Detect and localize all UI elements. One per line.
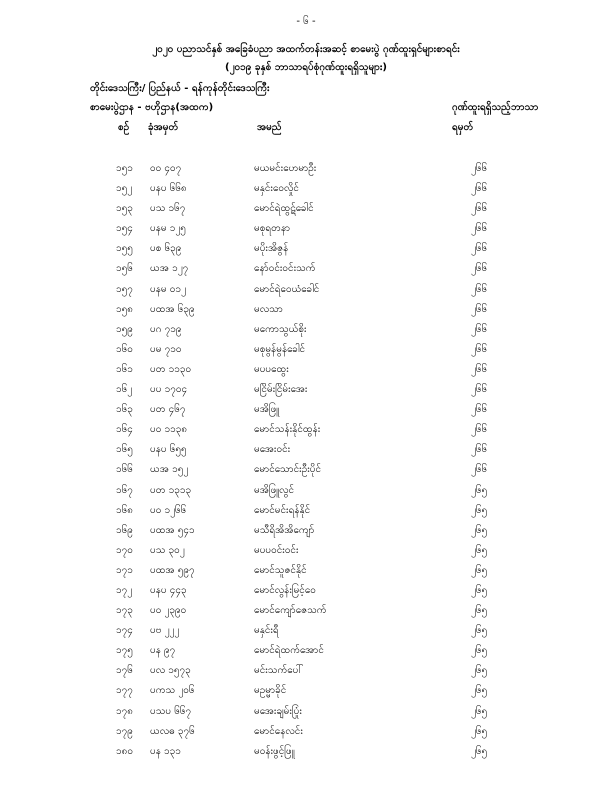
score-value: ၂၆၆ — [471, 464, 488, 476]
table-row — [0, 282, 612, 302]
student-name: မစုရတနာ — [254, 223, 291, 235]
score-value: ၂၆၆ — [471, 424, 488, 436]
score-value: ၂၆၅ — [471, 665, 488, 677]
row-number: ၁၇၉ — [116, 725, 133, 737]
table-row — [0, 483, 612, 503]
row-number: ၁၆၄ — [116, 424, 133, 436]
table-row — [0, 683, 612, 703]
row-number: ၁၇၆ — [116, 665, 133, 677]
roll-number: ယအ ၁၂၇ — [150, 263, 189, 275]
student-name: မဥမ္မာခိုင် — [254, 685, 287, 697]
student-name: မပပဝင်းဝင်း — [254, 544, 299, 556]
table-row — [0, 342, 612, 362]
results-table — [0, 161, 612, 764]
roll-number: ပနမ ၀၁၂ — [150, 283, 186, 295]
document-subtitle: (၂၀၁၉ ခုနှစ် ဘာသာရပ်စုံဂုဏ်ထူးရရှိသူများ) — [225, 62, 387, 73]
exam-center-label: စာမေးပွဲဌာန - ဗဟိုဌာန(အထက) — [90, 102, 214, 113]
score-value: ၂၆၅ — [471, 705, 488, 717]
roll-number: ပနပ ၄၄၃ — [150, 584, 187, 596]
score-value: ၂၆၆ — [471, 343, 488, 355]
roll-number: ပထအ ၅၉၇ — [150, 564, 195, 576]
student-name: မအေးဝင်း — [254, 444, 291, 456]
roll-number: ပဗ ၂၂၂ — [150, 625, 180, 637]
roll-number: ပန ၁၃၁ — [150, 745, 181, 757]
roll-number: ယလဓ ၃၇၆ — [150, 725, 195, 737]
table-row — [0, 201, 612, 221]
row-number: ၁၇၂ — [116, 584, 133, 596]
score-value: ၂၆၆ — [471, 404, 488, 416]
score-value: ၂၆၆ — [471, 263, 488, 275]
student-name: မနှင်းဝေလှိုင် — [254, 183, 299, 195]
row-number: ၁၆၃ — [116, 404, 133, 416]
row-number: ၁၅၄ — [116, 223, 133, 235]
student-name: မဝန်းဖွင့်ဖြူ — [254, 745, 295, 757]
row-number: ၁၆၀ — [116, 343, 133, 355]
table-row — [0, 543, 612, 563]
roll-number: ယအ ၁၅၂ — [150, 464, 189, 476]
score-value: ၂၆၅ — [471, 484, 488, 496]
student-name: မသီရိအိအိကျော် — [254, 524, 315, 536]
table-row — [0, 302, 612, 322]
row-number: ၁၇၇ — [116, 685, 133, 697]
student-name: မအေးချမ်းပြုံး — [254, 705, 302, 717]
row-number: ၁၇၃ — [116, 605, 133, 617]
column-header-score: ရမှတ် — [452, 122, 474, 133]
row-number: ၁၇၀ — [116, 544, 133, 556]
roll-number: ပနပ ၆၆၈ — [150, 183, 187, 195]
student-name: မောင်ရဲထွဋ်ခေါင် — [254, 203, 314, 215]
score-value: ၂၆၆ — [471, 283, 488, 295]
student-name: မောင်သောင်းဦးပိုင် — [254, 464, 322, 476]
table-row — [0, 603, 612, 623]
roll-number: ပပ ၁၇၀၄ — [150, 384, 188, 396]
roll-number: ပတ ၄၆၇ — [150, 404, 186, 416]
student-name: မောင်သူဇင်နိုင် — [254, 564, 307, 576]
score-value: ၂၆၆ — [471, 243, 488, 255]
score-value: ၂၆၅ — [471, 725, 488, 737]
table-row — [0, 623, 612, 643]
region-label: တိုင်းဒေသကြီး/ ပြည်နယ် - ရန်ကုန်တိုင်းဒေသကြီး — [90, 83, 270, 94]
score-value: ၂၆၅ — [471, 625, 488, 637]
roll-number: ပထအ ၆၃၉ — [150, 303, 195, 315]
row-number: ၁၅၉ — [116, 323, 133, 335]
score-value: ၂၆၅ — [471, 605, 488, 617]
student-name: မနှင်းရီ — [254, 625, 279, 637]
roll-number: ဝဝ ၄၀၇ — [150, 163, 182, 174]
score-value: ၂၆၅ — [471, 544, 488, 556]
student-name: မအိဖြူ — [254, 404, 280, 416]
table-row — [0, 442, 612, 462]
page-number: - ၆ - — [296, 16, 316, 27]
row-number: ၁၈၀ — [116, 745, 133, 757]
score-value: ၂၆၅ — [471, 685, 488, 697]
row-number: ၁၇၈ — [116, 705, 133, 717]
column-header-name: အမည် — [257, 122, 282, 133]
score-value: ၂၆၆ — [471, 183, 488, 195]
table-row — [0, 161, 612, 181]
row-number: ၁၅၃ — [116, 203, 133, 215]
row-number: ၁၆၉ — [116, 524, 133, 536]
roll-number: ပဝ ၁၁၃၈ — [150, 424, 188, 436]
roll-number: ပထအ ၅၄၁ — [150, 524, 195, 536]
score-value: ၂၆၅ — [471, 645, 488, 657]
row-number: ၁၅၈ — [116, 303, 133, 315]
score-subject-header: ဂုဏ်ထူးရရှိသည့်ဘာသာ — [452, 102, 539, 113]
score-value: ၂၆၅ — [471, 584, 488, 596]
column-header-roll: ခုံအမှတ် — [148, 122, 179, 133]
student-name: မငြိမ်းငြိမ်းအေး — [254, 384, 308, 396]
score-value: ၂၆၆ — [471, 384, 488, 396]
table-row — [0, 181, 612, 201]
table-row — [0, 583, 612, 603]
row-number: ၁၆၆ — [116, 464, 133, 476]
table-row — [0, 221, 612, 241]
table-row — [0, 241, 612, 261]
table-row — [0, 422, 612, 442]
row-number: ၁၆၂ — [116, 384, 133, 396]
roll-number: ပကသ ၂၀၆ — [150, 685, 195, 697]
score-value: ၂၆၆ — [471, 203, 488, 215]
row-number: ၁၆၁ — [116, 363, 133, 375]
student-name: မစုမွန်မွန်ခေါင် — [254, 343, 306, 355]
column-header-no: စဉ် — [118, 122, 130, 133]
table-row — [0, 402, 612, 422]
roll-number: ပသ ၃၀၂ — [150, 544, 185, 556]
roll-number: ပသ ၁၆၇ — [150, 203, 186, 215]
roll-number: ပသပ ၆၆၇ — [150, 705, 192, 717]
student-name: မကောသွယ်စိုး — [254, 323, 307, 335]
roll-number: ပနပ ၆၅၅ — [150, 444, 187, 456]
student-name: မပပထွေး — [254, 363, 289, 375]
table-row — [0, 523, 612, 543]
student-name: မယမင်းဟေမာဦး — [254, 163, 317, 174]
roll-number: ပဝ ၁၂၆၆ — [150, 504, 187, 516]
student-name: မပိုးအိဇွန် — [254, 243, 289, 255]
table-row — [0, 462, 612, 482]
score-value: ၂၆၅ — [471, 564, 488, 576]
roll-number: ပန ၉၇ — [150, 645, 176, 657]
table-row — [0, 322, 612, 342]
roll-number: ပဂ ၇၁၉ — [150, 323, 182, 335]
table-row — [0, 503, 612, 523]
student-name: မောင်မင်းရန်နိုင် — [254, 504, 311, 516]
row-number: ၁၇၅ — [116, 645, 133, 657]
row-number: ၁၅၆ — [116, 263, 133, 275]
roll-number: ပတ ၁၁၃၀ — [150, 363, 192, 375]
student-name: မောင်ကျော်ဇေသက် — [254, 605, 327, 617]
student-name: မောင်ရဲဝေယံခေါင် — [254, 283, 320, 295]
score-value: ၂၆၆ — [471, 323, 488, 335]
roll-number: ပနမ ၁၂၅ — [150, 223, 186, 235]
score-value: ၂၆၅ — [471, 504, 488, 516]
row-number: ၁၆၅ — [116, 444, 133, 456]
table-row — [0, 382, 612, 402]
table-row — [0, 663, 612, 683]
table-row — [0, 744, 612, 764]
roll-number: ပတ ၁၃၁၃ — [150, 484, 192, 496]
student-name: မောင်နေလင်း — [254, 725, 303, 737]
row-number: ၁၅၁ — [116, 163, 133, 174]
student-name: မင်းသက်ပေါ် — [254, 665, 303, 677]
score-value: ၂၆၆ — [471, 223, 488, 235]
score-value: ၂၆၅ — [471, 745, 488, 757]
student-name: မလသာ — [254, 303, 283, 315]
row-number: ၁၆၈ — [116, 504, 133, 516]
roll-number: ပလ ၁၅၇၃ — [150, 665, 191, 677]
row-number: ၁၅၅ — [116, 243, 133, 255]
score-value: ၂၆၆ — [471, 303, 488, 315]
table-row — [0, 704, 612, 724]
table-row — [0, 643, 612, 663]
row-number: ၁၆၇ — [116, 484, 133, 496]
table-row — [0, 724, 612, 744]
row-number: ၁၅၇ — [116, 283, 133, 295]
row-number: ၁၅၂ — [116, 183, 133, 195]
student-name: နော်ဝင်းဝင်းသက် — [254, 263, 316, 275]
score-value: ၂၆၆ — [471, 444, 488, 456]
student-name: မောင်ရဲထက်အောင် — [254, 645, 324, 657]
table-row — [0, 362, 612, 382]
score-value: ၂၆၅ — [471, 524, 488, 536]
score-value: ၂၆၆ — [471, 163, 488, 174]
row-number: ၁၇၁ — [116, 564, 133, 576]
document-title: ၂၀၂၀ ပညာသင်နှစ် အခြေခံပညာ အထက်တန်းအဆင့် စာမေးပွဲ ဂုဏ်ထူးရှင်များစာရင်း — [152, 44, 460, 55]
score-value: ၂၆၆ — [471, 363, 488, 375]
roll-number: ပဝ ၂၃၉၀ — [150, 605, 187, 617]
roll-number: ပစ ၆၃၉ — [150, 243, 182, 255]
student-name: မအိဖြူလွင် — [254, 484, 295, 496]
student-name: မောင်သန်းနိုင်ထွန်း — [254, 424, 321, 436]
roll-number: ပမ ၇၁၀ — [150, 343, 182, 355]
row-number: ၁၇၄ — [116, 625, 133, 637]
table-row — [0, 261, 612, 281]
student-name: မောင်လွန်းမြင့်ဝေ — [254, 584, 316, 596]
table-row — [0, 563, 612, 583]
